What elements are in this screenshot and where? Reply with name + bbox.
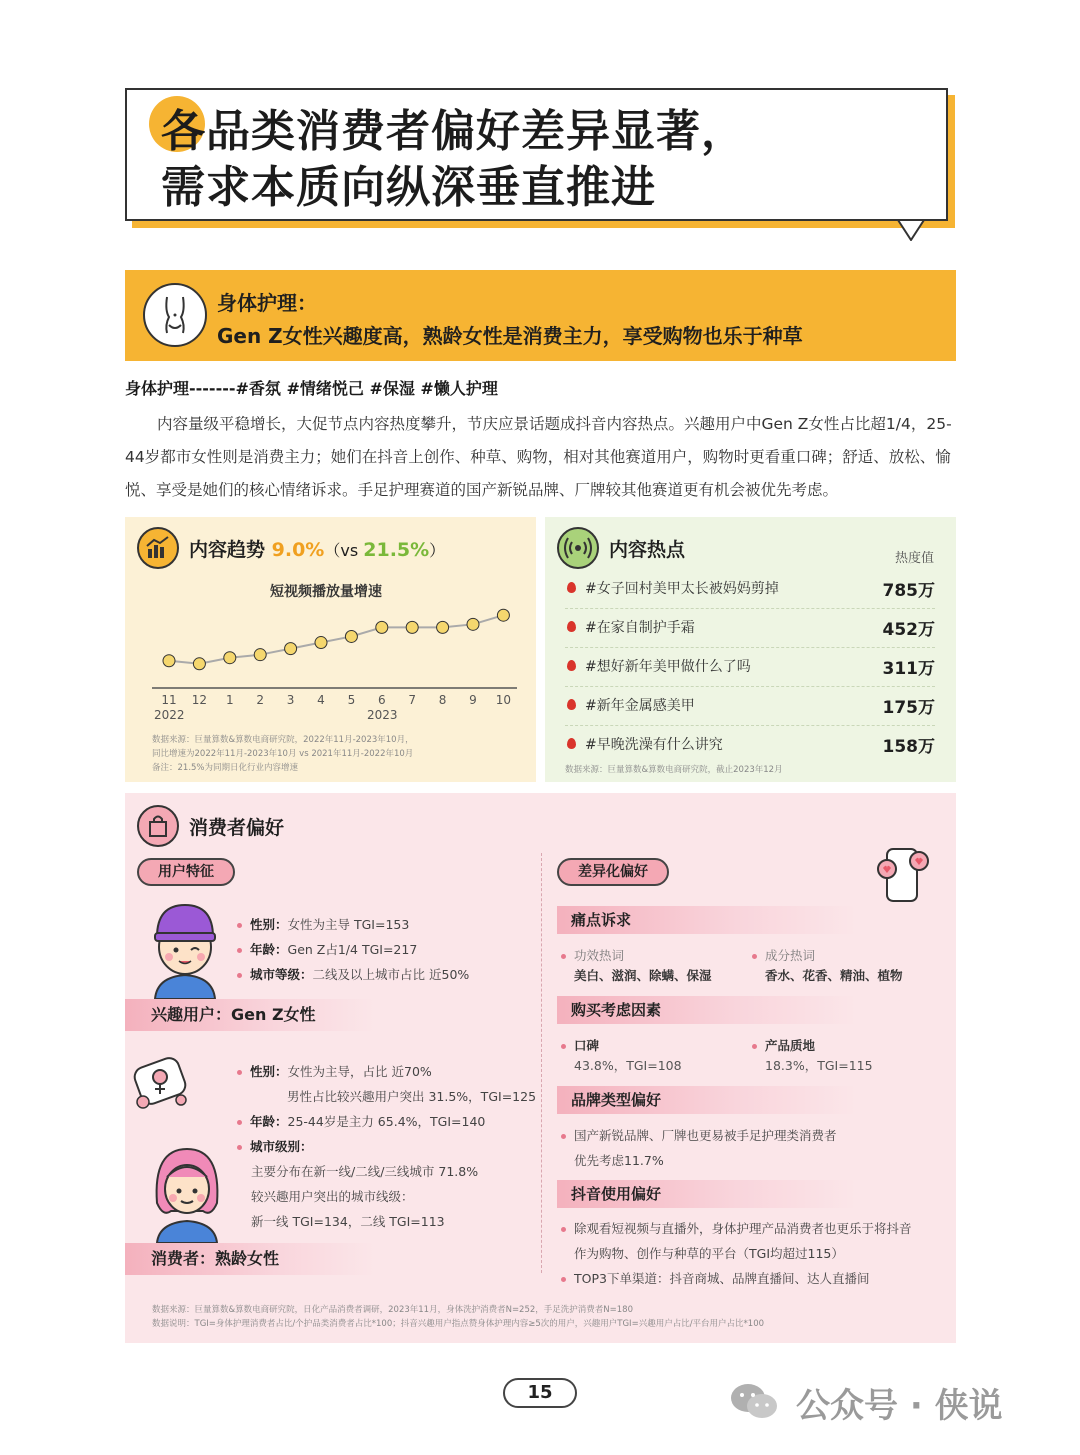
- x-tick-label: 9: [469, 693, 477, 707]
- bullet-text: 二线及以上城市占比 近50%: [312, 967, 470, 982]
- x-tick-label: 3: [286, 693, 295, 707]
- trend-vs-value: 21.5%: [363, 539, 430, 561]
- bullet-icon: [561, 1227, 566, 1232]
- x-tick-label: 8: [438, 693, 447, 707]
- title-arrow-icon: [897, 219, 925, 241]
- data-point: [345, 630, 357, 642]
- hot-topic-value: 311万: [882, 659, 935, 679]
- efficacy-keyword-label: [561, 946, 624, 964]
- flame-icon: [567, 738, 576, 749]
- brand-type-bar: 品牌类型偏好: [557, 1086, 857, 1114]
- hot-title: 内容热点: [609, 539, 686, 561]
- genz-city: [237, 962, 469, 987]
- usage-line-1: [561, 1216, 912, 1241]
- brand-line-1: [561, 1123, 837, 1148]
- title-block: [125, 88, 955, 228]
- usage-preference-text: [561, 1216, 912, 1291]
- genz-avatar-icon: [145, 899, 225, 999]
- page-number: 15: [503, 1378, 577, 1408]
- data-point: [376, 621, 388, 633]
- reputation-value: 43.8%，TGI=108: [574, 1058, 682, 1073]
- bullet-text: 国产新锐品牌、厂牌也更易被手足护理类消费者: [574, 1128, 837, 1143]
- label-text: 口碑: [574, 1038, 600, 1053]
- flame-icon: [567, 699, 576, 710]
- bullet-label: 年龄：: [250, 942, 288, 957]
- x-tick-label: 12: [191, 693, 208, 707]
- broadcast-icon: [557, 527, 599, 569]
- brand-line-2: 优先考虑11.7%: [574, 1153, 664, 1168]
- trend-notes: [152, 733, 414, 775]
- reputation-label: [561, 1036, 599, 1054]
- series-line: [169, 615, 503, 664]
- year-label-2022: 2022: [154, 708, 185, 722]
- data-point: [193, 658, 205, 670]
- mature-city-standout: 较兴趣用户突出的城市线级：: [251, 1189, 414, 1204]
- trend-note-1: 数据来源：巨量算数&算数电商研究院，2022年11月-2023年10月，: [152, 735, 414, 745]
- bullet-icon: [237, 923, 242, 928]
- mature-city-dist: 主要分布在新一线/二线/三线城市 71.8%: [251, 1164, 479, 1179]
- bullet-label: 年龄：: [250, 1114, 288, 1129]
- bullet-icon: [237, 948, 242, 953]
- usage-line-2: 作为购物、创作与种草的平台（TGI均超过115）: [574, 1246, 844, 1261]
- genz-gender: [237, 912, 469, 937]
- category-headline: Gen Z女性兴趣度高，熟龄女性是消费主力，享受购物也乐于种草: [217, 324, 803, 348]
- category-banner: [125, 270, 956, 361]
- bullet-text: Gen Z占1/4 TGI=217: [287, 942, 418, 957]
- bullet-icon: [561, 1134, 566, 1139]
- body-icon: [143, 283, 207, 347]
- diff-preference-pill: 差异化偏好: [557, 858, 669, 886]
- bullet-label: 城市等级：: [250, 967, 313, 982]
- data-point: [437, 621, 449, 633]
- brand-preference-text: [561, 1123, 837, 1173]
- wechat-icon: [728, 1381, 780, 1421]
- heat-value-header: 热度值: [894, 551, 934, 566]
- hot-topic-value: 785万: [882, 581, 935, 601]
- mature-avatar-icon: [147, 1143, 227, 1243]
- hot-topic-row: [565, 687, 935, 726]
- ingredient-keyword-label: [752, 946, 815, 964]
- texture-value: 18.3%，TGI=115: [765, 1058, 873, 1073]
- hot-topic-row: [565, 609, 935, 648]
- data-point: [163, 655, 175, 667]
- flame-icon: [567, 621, 576, 632]
- female-symbol-icon: [129, 1048, 193, 1112]
- bullet-icon: [752, 954, 757, 959]
- x-tick-label: 6: [377, 693, 386, 707]
- phone-heart-icon: [873, 843, 937, 907]
- page-title: [161, 104, 746, 216]
- preference-title: 消费者偏好: [189, 817, 285, 839]
- mature-male-share: 男性占比较兴趣用户突出 31.5%，TGI=125: [287, 1089, 537, 1104]
- trend-note-3: 备注：21.5%为同期日化行业内容增速: [152, 763, 299, 773]
- bullet-icon: [561, 954, 566, 959]
- trend-label: 内容趋势: [189, 539, 266, 561]
- category-label: 身体护理：: [217, 291, 317, 315]
- bullet-icon: [237, 1145, 242, 1150]
- data-point: [254, 649, 266, 661]
- bullet-label: 性别：: [250, 917, 288, 932]
- data-point: [497, 609, 509, 621]
- bullet-text: 25-44岁是主力 65.4%，TGI=140: [287, 1114, 486, 1129]
- data-point: [406, 621, 418, 633]
- bullet-text: 除观看短视频与直播外，身体护理产品消费者也更乐于将抖音: [574, 1221, 912, 1236]
- pref-note-2: 数据说明：TGI=身体护理消费者占比/个护品类消费者占比*100；抖音兴趣用户指点赞身体护理内容≥5次的用户，兴趣用户TGI=兴趣用户占比/平台用户占比*100: [152, 1319, 765, 1329]
- user-traits-pill: 用户特征: [137, 858, 235, 886]
- bullet-label: 性别：: [250, 1064, 288, 1079]
- mature-traits: [237, 1059, 536, 1234]
- hot-note: 数据来源：巨量算数&算数电商研究院，截止2023年12月: [565, 765, 783, 775]
- x-tick-label: 10: [495, 693, 512, 707]
- data-point: [224, 652, 236, 664]
- x-tick-label: 5: [347, 693, 356, 707]
- trend-vs-open: （vs: [324, 541, 364, 560]
- title-line-2: 需求本质向纵深垂直推进: [161, 162, 656, 213]
- hot-topic-row: [565, 726, 935, 765]
- flame-icon: [567, 660, 576, 671]
- flame-icon: [567, 582, 576, 593]
- x-tick-label: 1: [225, 693, 234, 707]
- trend-note-2: 同比增速为2022年11月-2023年10月 vs 2021年11月-2022年10月: [152, 749, 414, 759]
- bullet-icon: [237, 1070, 242, 1075]
- consumer-preference-panel: [125, 793, 956, 1343]
- data-point: [467, 618, 479, 630]
- bullet-label: 城市级别：: [250, 1139, 313, 1154]
- genz-age: [237, 937, 469, 962]
- mature-age: [237, 1109, 536, 1134]
- label-text: 产品质地: [765, 1038, 816, 1053]
- shopping-bag-icon: [137, 805, 179, 847]
- hot-topic-text: #早晚洗澡有什么讲究: [585, 737, 723, 753]
- x-tick-label: 4: [317, 693, 325, 707]
- hot-topic-text: #女子回村美甲太长被妈妈剪掉: [585, 581, 779, 597]
- genz-traits: [237, 912, 469, 987]
- purchase-factor-bar: 购买考虑因素: [557, 996, 857, 1024]
- bullet-text: 女性为主导 TGI=153: [287, 917, 410, 932]
- trend-vs-close: ）: [429, 541, 446, 560]
- hot-topic-text: #新年金属感美甲: [585, 698, 695, 714]
- bullet-text: TOP3下单渠道：抖音商城、品牌直播间、达人直播间: [574, 1271, 870, 1286]
- intro-paragraph: 内容量级平稳增长，大促节点内容热度攀升，节庆应景话题成抖音内容热点。兴趣用户中Gen Z女性占比超1/4，25-44岁都市女性则是消费主力；她们在抖音上创作、种草、购物，相对其他赛道用户，购物时更看重口碑；舒适、放松、愉悦、享受是她们的核心情绪诉求。手足护理赛道的国产新锐品牌、厂牌较其他赛道更有机会被优先考虑。: [125, 415, 952, 499]
- label-text: 成分热词: [765, 948, 816, 963]
- bullet-icon: [237, 973, 242, 978]
- pain-point-bar: 痛点诉求: [557, 906, 857, 934]
- hot-topics-panel: [545, 517, 956, 782]
- mature-city-tgi: 新一线 TGI=134，二线 TGI=113: [251, 1214, 445, 1229]
- watermark-text: 公众号 · 侠说: [796, 1386, 1003, 1426]
- hot-topic-text: #想好新年美甲做什么了吗: [585, 659, 751, 675]
- title-line-1: 各品类消费者偏好差异显著，: [161, 106, 746, 157]
- x-tick-label: 7: [408, 693, 416, 707]
- mature-segment-bar: 消费者：熟龄女性: [125, 1243, 375, 1275]
- bullet-icon: [561, 1044, 566, 1049]
- ingredient-keywords: 香水、花香、精油、植物: [765, 968, 903, 983]
- year-label-2023: 2023: [367, 708, 398, 722]
- trend-chart-icon: [137, 527, 179, 569]
- title-box: [125, 88, 948, 221]
- hashtag-line: 身体护理-------#香氛 #情绪悦己 #保湿 #懒人护理: [125, 379, 498, 398]
- mature-gender: [237, 1059, 536, 1084]
- column-divider: [541, 853, 542, 1273]
- hot-topic-value: 175万: [882, 698, 935, 718]
- pref-note-1: 数据来源：巨量算数&算数电商研究院，日化产品消费者调研，2023年11月，身体洗护消费者N=252，手足洗护消费者N=180: [152, 1305, 633, 1315]
- x-tick-label: 2: [256, 693, 264, 707]
- bullet-icon: [237, 1120, 242, 1125]
- chart-title: 短视频播放量增速: [270, 584, 382, 600]
- data-point: [315, 637, 327, 649]
- data-point: [285, 643, 297, 655]
- hot-topic-text: #在家自制护手霜: [585, 620, 695, 636]
- hot-topic-row: [565, 648, 935, 687]
- genz-segment-bar: 兴趣用户：Gen Z女性: [125, 999, 375, 1031]
- bullet-text: 女性为主导，占比 近70%: [287, 1064, 432, 1079]
- label-text: 功效热词: [574, 948, 625, 963]
- preference-notes: [152, 1303, 764, 1331]
- texture-label: [752, 1036, 815, 1054]
- douyin-usage-bar: 抖音使用偏好: [557, 1180, 857, 1208]
- mature-city-label: [237, 1134, 536, 1159]
- trend-value: 9.0%: [271, 539, 325, 561]
- hot-topic-value: 452万: [882, 620, 935, 640]
- usage-line-3: [561, 1266, 912, 1291]
- x-tick-label: 11: [161, 693, 177, 707]
- hot-topic-value: 158万: [882, 737, 935, 757]
- bullet-icon: [752, 1044, 757, 1049]
- trend-panel: [125, 517, 536, 782]
- hot-topic-row: [565, 570, 935, 609]
- bullet-icon: [561, 1277, 566, 1282]
- efficacy-keywords: 美白、滋润、除螨、保湿: [574, 968, 712, 983]
- trend-title: [189, 535, 445, 562]
